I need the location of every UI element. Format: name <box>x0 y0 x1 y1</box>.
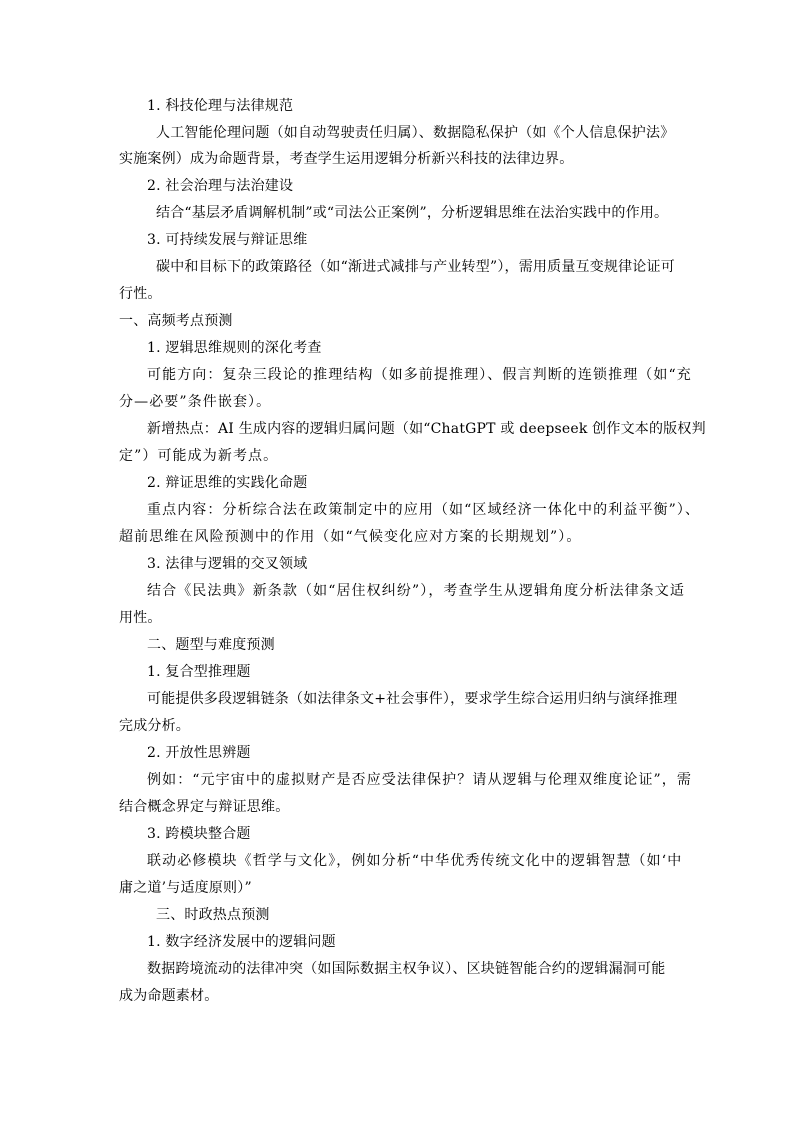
paragraph-line: 结合《民法典》新条款（如“居住权纠纷”），考查学生从逻辑角度分析法律条文适 <box>147 583 686 599</box>
paragraph-line: 数据跨境流动的法律冲突（如国际数据主权争议）、区块链智能合约的逻辑漏洞可能 <box>147 961 666 977</box>
paragraph-line: 结合“基层矛盾调解机制”或“司法公正案例”，分析逻辑思维在法治实践中的作用。 <box>156 205 669 221</box>
paragraph-line: 实施案例）成为命题背景，考查学生运用逻辑分析新兴科技的法律边界。 <box>119 151 574 167</box>
section-heading-high-frequency: 一、高频考点预测 <box>119 313 233 329</box>
paragraph-line: 例如：“元宇宙中的虚拟财产是否应受法律保护？请从逻辑与伦理双维度论证”，需 <box>147 772 693 788</box>
paragraph-line: 用性。 <box>119 610 162 626</box>
paragraph-line: 可能方向：复杂三段论的推理结构（如多前提推理）、假言判断的连锁推理（如“充 <box>147 367 692 383</box>
heading-cross-module: 3. 跨模块整合题 <box>147 826 251 842</box>
heading-sustainable-dialectics: 3. 可持续发展与辩证思维 <box>147 232 308 248</box>
section-heading-current-affairs: 三、时政热点预测 <box>156 907 270 923</box>
heading-composite-reasoning: 1. 复合型推理题 <box>147 664 251 680</box>
heading-dialectical-practice: 2. 辩证思维的实践化命题 <box>147 475 308 491</box>
paragraph-line: 碳中和目标下的政策路径（如“渐进式减排与产业转型”），需用质量互变规律论证可 <box>156 259 675 275</box>
heading-logic-rules: 1. 逻辑思维规则的深化考查 <box>147 340 322 356</box>
heading-digital-economy: 1. 数字经济发展中的逻辑问题 <box>147 934 336 950</box>
heading-social-governance: 2. 社会治理与法治建设 <box>147 178 294 194</box>
section-heading-question-types: 二、题型与难度预测 <box>147 637 275 653</box>
paragraph-line: 结合概念界定与辩证思维。 <box>119 799 290 815</box>
paragraph-line: 行性。 <box>119 286 162 302</box>
paragraph-line: 人工智能伦理问题（如自动驾驶责任归属）、数据隐私保护（如《个人信息保护法》 <box>156 125 675 141</box>
paragraph-line: 定”）可能成为新考点。 <box>119 448 279 464</box>
paragraph-line: 分—必要”条件嵌套）。 <box>119 394 272 410</box>
paragraph-line: 联动必修模块《哲学与文化》，例如分析“中华优秀传统文化中的逻辑智慧（如‘中 <box>147 853 683 869</box>
heading-open-critical: 2. 开放性思辨题 <box>147 745 251 761</box>
paragraph-line: 新增热点：AI 生成内容的逻辑归属问题（如“ChatGPT 或 deepseek 创作文本的版权判 <box>147 421 706 437</box>
paragraph-line: 庸之道’与适度原则）” <box>119 880 252 896</box>
paragraph-line: 重点内容：分析综合法在政策制定中的应用（如“区域经济一体化中的利益平衡”）、 <box>147 502 701 518</box>
paragraph-line: 超前思维在风险预测中的作用（如“气候变化应对方案的长期规划”）。 <box>119 529 582 545</box>
paragraph-line: 可能提供多段逻辑链条（如法律条文+社会事件），要求学生综合运用归纳与演绎推理 <box>147 691 678 707</box>
heading-law-logic-cross: 3. 法律与逻辑的交叉领域 <box>147 556 308 572</box>
heading-tech-ethics-law: 1. 科技伦理与法律规范 <box>147 98 294 114</box>
paragraph-line: 成为命题素材。 <box>119 988 219 1004</box>
paragraph-line: 完成分析。 <box>119 718 190 734</box>
